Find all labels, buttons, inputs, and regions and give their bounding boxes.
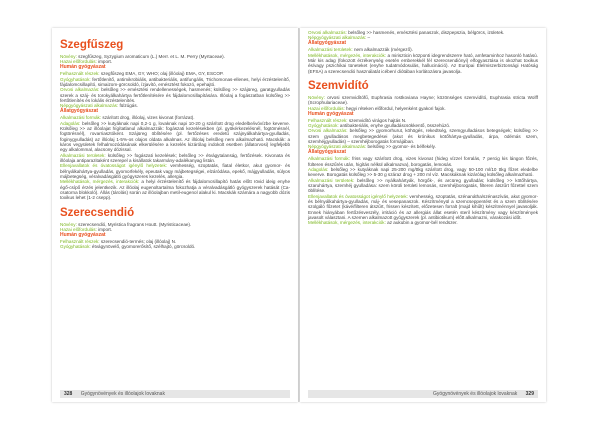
field-text: import. — [98, 59, 113, 65]
field-label: Gyógyhatások: — [308, 122, 340, 128]
field-label: Ellenjavallatok és óvatosságot igénylő helyzetek: — [60, 163, 171, 169]
field-text: az aukubin a gyomor-bél rendszer. — [387, 220, 458, 226]
paragraph — [60, 179, 290, 200]
paragraph — [60, 77, 290, 88]
field-label: Felhasznált részek: — [308, 117, 349, 123]
field-text: külsőleg >> fogászati kezelések; belsőleg >> étvágytalanság, fertőzések. Kivonata és illóolaja antiparazitaként szerepel a kisállatok takarmány-adalékanyag listán. — [60, 152, 290, 164]
field-label: Ellenjavallatok és óvatosságot igénylő helyzetek: — [308, 193, 410, 199]
field-label: Alkalmazási területek: — [308, 177, 358, 183]
field-text: import. — [98, 227, 113, 233]
field-text: a miriszticin központi idegrendszerre ható, amfetaminhoz hasonló hatású. Már kis adag (fokozott érzékenység esetén emberekkél fél szerecsendiónyi) elfogyasztása is okozhat toxikus és/vagy pszichikai tüneteket (enyhe tudatmódosulás, hallucináció). Az Európai Élelmiszerbiztonsági Hatóság (EFSA) a szerecsendió használatát icében/ diótában korlátozásra javasolja. — [308, 52, 538, 74]
field-label: Orvosi alkalmazás: — [308, 30, 349, 35]
field-label: Mellékhatások, mérgezés, interakciók: — [308, 52, 388, 58]
section-heading: Humán gyógyászat — [308, 110, 354, 117]
section-heading: Állatgyógyászat — [308, 149, 347, 156]
field-label: Orvosi alkalmazás: — [308, 128, 350, 134]
field-label: Adagolás: — [60, 120, 83, 126]
field-text: belsőleg >> emésztési rendellenességek, hasmenés; külsőleg >> szájüreg, garatgyulladás szerek a száj- és torokyálkahártya fertőtlenítésére és fájdalomcsillapítására. Illóolaj a fogászatban külsőleg >> fertőtlenítés és lokális érzéstelenítés. — [60, 87, 290, 103]
running-footer: Gyógynövények és illóolajok lovaknak — [80, 391, 165, 397]
section-heading: Humán gyógyászat — [60, 231, 106, 238]
field-label: Mellékhatások, mérgezés, interakciók: — [60, 179, 142, 185]
field-text: szegfűszeg EMA, GY, WHO; olaj (illóolaj) EMA, GY, ESCOP. — [100, 71, 224, 77]
field-label: Növény: — [308, 95, 328, 100]
field-text: fülzúgás. — [119, 103, 138, 109]
section-heading: Állatgyógyászat — [308, 40, 347, 47]
field-text: a helyi érzéstelenítő és fájdalomcsillapító hatás előtt rövid ideig enyhe égő-csípő érzés jelentkezik. Az illóolaj eugenoltartalma fokozhatja a véralvadásgátló gyógyszerek hatását (Ca-csatorna blokkoló). Állás (tárolás) során az illóolajban metil-eugenol alakul ki. Macskák számára a nagyobb dózis toxikus lehet (1-2 csepp). — [60, 179, 290, 201]
paragraph — [308, 194, 538, 221]
field-text: belsőleg >> kutyáknak napi 0,2-1 g, lovaknak napi 10-20 g szárított drog eledelbe/ivóvízbe keverve. Külsőleg >> az illóolajat hígítatlanul alkalmazzák: fogászati kezelésekben (pl. gyökérkezelésnél, fogtömésnél, fogtörésnél), rovarriasztóként. Szájüreg öblítésére (pl. fertőzéses eredetű szájnyálkahártya-gyulladás, foginygyulladás) az illóolaj 1-5%-os olajos oldata alkalmas. Az illóolaj belsőleg nem alkalmazható. Macskák: a káros vegyületek felhalmozódásának elkerülésére a kezelés kizárólag indokolt esetben (állatorvosi) legfeljebb egy alkalommal, alacsony dózissal. — [60, 120, 290, 153]
field-label: Növény: — [60, 54, 79, 59]
paragraph — [308, 220, 538, 225]
field-text: nem alkalmazzák (mérgező). — [353, 47, 413, 53]
field-text: szerecsendió, Myristica fragrans Houtt. (Myristicaceae). — [78, 221, 192, 227]
field-label: Gyógyhatások: — [60, 244, 92, 250]
page-number: 329 — [525, 391, 534, 397]
section-heading: Állatgyógyászat — [60, 108, 99, 115]
field-label: Növény: — [60, 221, 79, 227]
field-label: Alkalmazási formák: — [60, 115, 103, 121]
field-text: hegyi réteken előfordul, helyenként gyakori fajok. — [346, 105, 446, 111]
field-label: Mellékhatások, mérgezés, interakciók: — [308, 220, 388, 226]
field-label: Felhasznált részek: — [60, 239, 101, 245]
field-text: orvosi szemvidítófű, Euphrasia rostkoviana Hayne; közönséges szemvidító, Euphrasia stricta Wolff (Scrophulariaceae). — [308, 95, 538, 106]
field-label: Alkalmazási területek: — [308, 47, 354, 53]
paragraph — [60, 121, 290, 153]
section-heading: Humán gyógyászat — [60, 64, 106, 71]
field-text: fertőtlenítő, antimikrobiális, antibakteriális, antifungális, Trichomonas-ellenes, helyi érzéstelenítő, fájdalomcsillapító, simaizom-görcsoldó, ízjavító, emésztést fokozó, epehajtó. — [60, 76, 290, 87]
paragraph — [60, 163, 290, 179]
left-page-content — [60, 36, 290, 250]
field-text: szegfűszeg, Syzygium aromaticum (L.) Merr. et L. M. Perry (Myrtaceae). — [78, 54, 225, 59]
entry-title: Szemvidító — [308, 80, 369, 92]
field-label: Népgyógyászati alkalmazás: — [308, 144, 368, 150]
field-text: friss vagy szárított drog, vizes kivonat (hideg vízzel forralás, 7 percig kis lángon főzés, fülteren ésszűrés után, higítás nélkül alkalmazva), borogatás, lemosás. — [308, 156, 538, 167]
field-text: antibakteriális, enyhe gyulladáscsökkentő, összehúzó. — [339, 122, 451, 128]
right-page-footer — [308, 390, 538, 398]
paragraph — [60, 244, 290, 249]
page-number: 328 — [64, 391, 73, 397]
field-label: Alkalmazási formák: — [308, 156, 353, 162]
field-label: Gyógyhatások: — [60, 76, 93, 82]
right-page — [300, 28, 546, 402]
field-label: Hazai előfordulás: — [60, 59, 99, 65]
field-text: belsőleg >> hasmenés, emésztési panaszok, diszpepszia, bélgörcs, izületek. — [348, 30, 505, 35]
field-text: belsőleg >> gyomor- és bélfekély. — [367, 144, 436, 150]
field-text: szerecsendió-termés; olaj (illóolaj) N. — [100, 239, 177, 245]
field-label: Orvosi alkalmazás: — [60, 87, 102, 93]
running-footer: Gyógynövények és illóolajok lovaknak — [433, 391, 518, 397]
field-label: Hazai előfordulás: — [60, 227, 99, 233]
field-text: szemvidító virágos hajtás N. — [348, 117, 407, 123]
field-text: étvágynövelő, gyomorerősítő, szélhajtó, görcsoldó. — [91, 244, 196, 250]
field-text: szárított drog, illóolaj, vizes kivonat (forrázat). — [102, 115, 195, 121]
entry-title: Szegfűszeg — [60, 39, 124, 51]
paragraph — [308, 156, 538, 167]
paragraph — [60, 153, 290, 164]
left-page — [52, 28, 298, 402]
paragraph — [308, 95, 538, 106]
field-text: belsőleg >> kutyáknak napi 25-200 mg/ttkg szárított drog, vagy 50-100 ml/10 ttkg főzet eledelbe keverve. Borogatás külsőleg >> 5-30 g száraz drog + 200 ml víz. Macskáknak kizárólag külsőleg alkalmazható. — [308, 166, 538, 178]
paragraph — [308, 167, 538, 178]
field-label: Alkalmazási területek: — [60, 152, 108, 158]
field-text: vemhesség, szoptatás, fiatal életkor, akut gyomor- és bélnyálkahártya-gyulladás, gyomorfekély, epeutak vagy májbetegségei, elzáródása, epekő, májgyulladás, súlyos májbetegség, véralvadásgátló gyógyszeres kezelés, allergia. — [60, 163, 290, 180]
paragraph — [308, 53, 538, 74]
left-page-footer — [60, 390, 290, 398]
paragraph — [308, 178, 538, 194]
field-text: vemhesség, szoptatás, szénanátha/szénaszívás, akut gyomor- és bélnyálkahártya-gyulladás, máj- és vesepanaszok. Készítményül a szemcseppentést és a szem öblítésére szolgáló főzetet (kávé/filteren átszűrt, frissen készített, előzetesen forralt (majd kihűlt) készítménnyel javasolják. Ennek hiányában fertőzésveszély, irritáció és az allergiás állat esetén steril készítmény vagy készítmények javasolt választani. A szemen alkalmazott gyógyszerek (pl. antibiotikum) előtt alkalmazni, várakozási időt. — [308, 193, 538, 221]
field-label: Népgyógyászati alkalmazás: — [308, 35, 368, 41]
entry-title: Szerecsendió — [60, 206, 135, 219]
field-text: belsőleg >> nyálkahártyák, hörgők-, és arcüreg gyulladás; külsőleg >> kötőhártya, szaruhártya, szemhéj gyulladása: szem körüli területi lemosás, szemhéjborogatás, filteren átszűrt főzettel szem öblítése. — [308, 177, 538, 194]
field-label: Hazai előfordulás: — [308, 105, 347, 111]
field-text: belsőleg >> gyomorhurut, köhögés, rekedtség, szemgyulladásos betegségek; külsőleg >> szem gyulladásos megbetegedései (akut és krónikus kötőhártya-gyulladás, árpa, ödémás szem, szemhéjgyulladás) – szemhéjborogatás formájában. — [308, 128, 538, 144]
right-page-content — [308, 30, 538, 226]
field-text: – — [367, 35, 371, 41]
field-label: Felhasznált részek: — [60, 71, 101, 77]
field-label: Népgyógyászati alkalmazás: — [60, 103, 120, 109]
paragraph — [308, 128, 538, 144]
field-label: Adagolás: — [308, 166, 331, 172]
paragraph — [60, 87, 290, 103]
